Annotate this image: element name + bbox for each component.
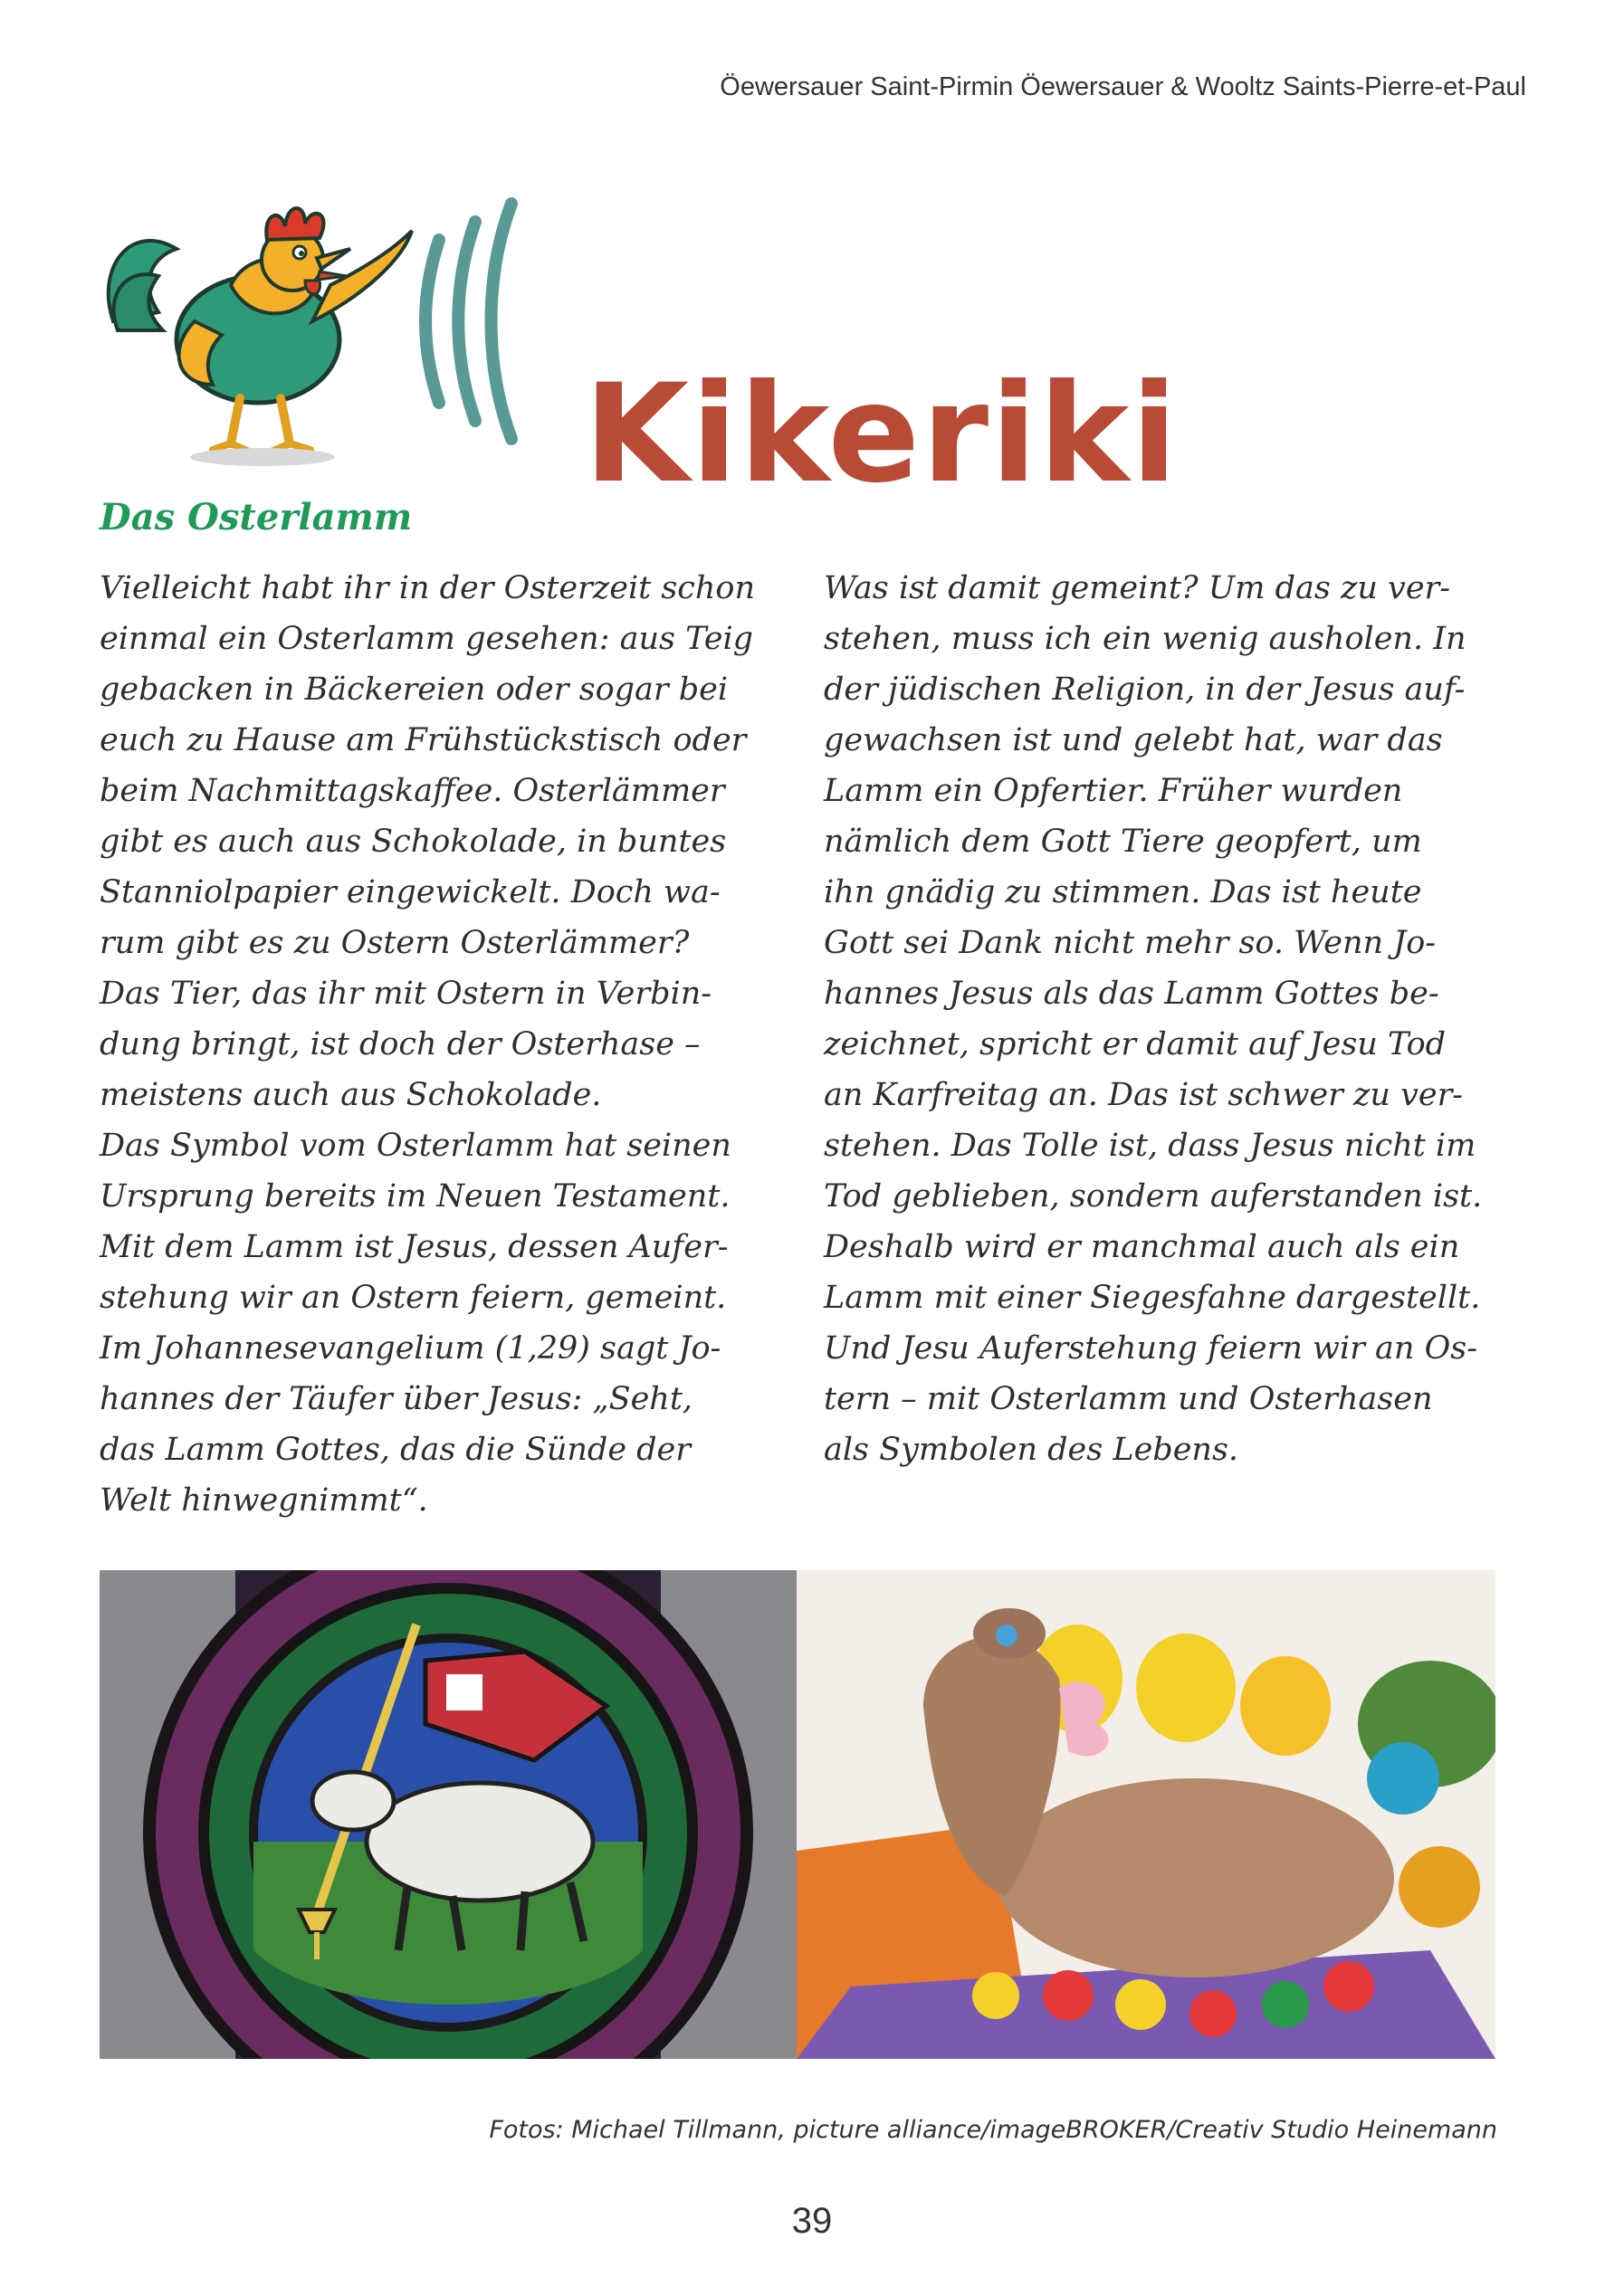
article-column-left	[100, 563, 815, 1526]
article-text-right: Was ist damit gemeint? Um das zu ver- stehen, muss ich ein wenig ausholen. In der jüdischen Religion, in der Jesus auf- gewachsen ist und gelebt hat, war das Lamm ein Opfertier. Früher wurden nämlich dem Gott Tiere geopfert, um ihn gnädig zu stimmen. Das ist heute Gott sei Dank nicht mehr so. Wenn Jo- hannes Jesus als das Lamm Gottes be- zeichnet, spricht er damit auf Jesu Tod an Karfreitag an. Das ist schwer zu ver- stehen. Das Tolle ist, dass Jesus nicht im Tod geblieben, sondern auferstanden ist. Deshalb wird er manchmal auch als ein Lamm mit einer Siegesfahne dargestellt. Und Jesu Auferstehung feiern wir an Os- tern – mit Osterlamm und Osterhasen als Symbolen des Lebens.	[824, 570, 1483, 1468]
article-title: Das Osterlamm	[100, 496, 413, 538]
article-text-left: Vielleicht habt ihr in der Osterzeit schon einmal ein Osterlamm gesehen: aus Teig gebacken in Bäckereien oder sogar bei euch zu Hause am Frühstückstisch oder beim Nachmittagskaffee. Osterlämmer gibt es auch aus Schokolade, in buntes Stanniolpapier eingewickelt. Doch wa- rum gibt es zu Ostern Osterlämmer? Das Tier, das ihr mit Ostern in Verbin- dung bringt, ist doch der Osterhase – meistens auch aus Schokolade. Das Symbol vom Osterlamm hat seinen Ursprung bereits im Neuen Testament. Mit dem Lamm ist Jesus, dessen Aufer- stehung wir an Ostern feiern, gemeint. Im Johannesevangelium (1,29) sagt Jo- hannes der Täufer über Jesus: „Seht, das Lamm Gottes, das die Sünde der Welt hinwegnimmt“.	[100, 570, 756, 1519]
banner-title: Kikeriki	[584, 356, 1180, 513]
photo-credits: Fotos: Michael Tillmann, picture alliance/imageBROKER/Creativ Studio Heinemann	[489, 2116, 1497, 2144]
kikeriki-banner	[95, 186, 1218, 513]
rooster-illustration	[95, 186, 602, 475]
stained-glass-photo	[100, 1570, 797, 2059]
cake-lamb-photo	[797, 1570, 1495, 2059]
article-column-right	[824, 563, 1539, 1475]
parish-header: Öewersauer Saint-Pirmin Öewersauer & Wooltz Saints-Pierre-et-Paul	[720, 72, 1526, 101]
page-number: 39	[791, 2201, 833, 2241]
